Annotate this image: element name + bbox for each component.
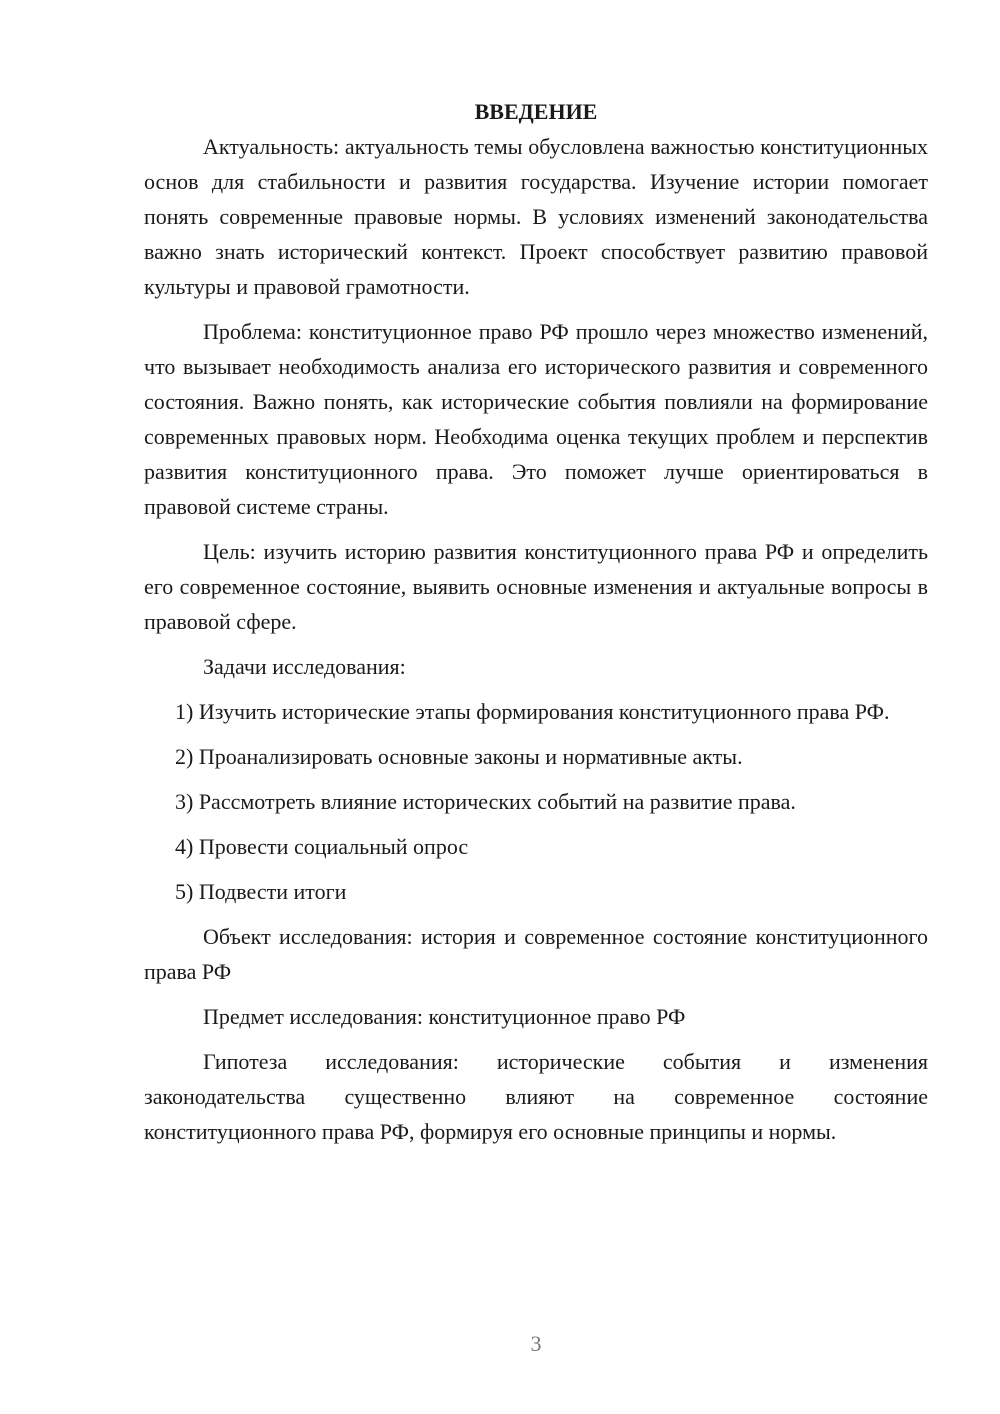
object-paragraph: Объект исследования: история и современное состояние конституционного права РФ [144, 924, 928, 984]
problem-paragraph: Проблема: конституционное право РФ прошло через множество изменений, что вызывает необходимость анализа его исторического развития и современного состояния. Важно понять, как исторические события повлияли на формирование современных правовых норм. Необходима оценка текущих проблем и перспектив развития конституционного права. Это поможет лучше ориентироваться в правовой системе страны. [144, 319, 928, 519]
task-item-2: 2) Проанализировать основные законы и нормативные акты. [175, 744, 743, 769]
tasks-heading: Задачи исследования: [203, 654, 406, 679]
goal-paragraph: Цель: изучить историю развития конституционного права РФ и определить его современное состояние, выявить основные изменения и актуальные вопросы в правовой сфере. [144, 539, 928, 634]
relevance-paragraph: Актуальность: актуальность темы обусловлена важностью конституционных основ для стабильности и развития государства. Изучение истории помогает понять современные правовые нормы. В условиях изменений законодательства важно знать исторический контекст. Проект способствует развитию правовой культуры и правовой грамотности. [144, 134, 928, 299]
task-item-5: 5) Подвести итоги [175, 879, 347, 904]
task-item-4: 4) Провести социальный опрос [175, 834, 469, 859]
hypothesis-paragraph: Гипотеза исследования: исторические события и изменения законодательства существенно влияют на современное состояние конституционного права РФ, формируя его основные принципы и нормы. [144, 1049, 928, 1144]
subject-paragraph: Предмет исследования: конституционное право РФ [203, 1004, 686, 1029]
task-item-3: 3) Рассмотреть влияние исторических событий на развитие права. [175, 789, 796, 814]
page-number: 3 [530, 1331, 542, 1356]
page-content [144, 94, 928, 1149]
section-title: ВВЕДЕНИЕ [474, 99, 598, 124]
task-item-1: 1) Изучить исторические этапы формирования конституционного права РФ. [175, 699, 890, 724]
